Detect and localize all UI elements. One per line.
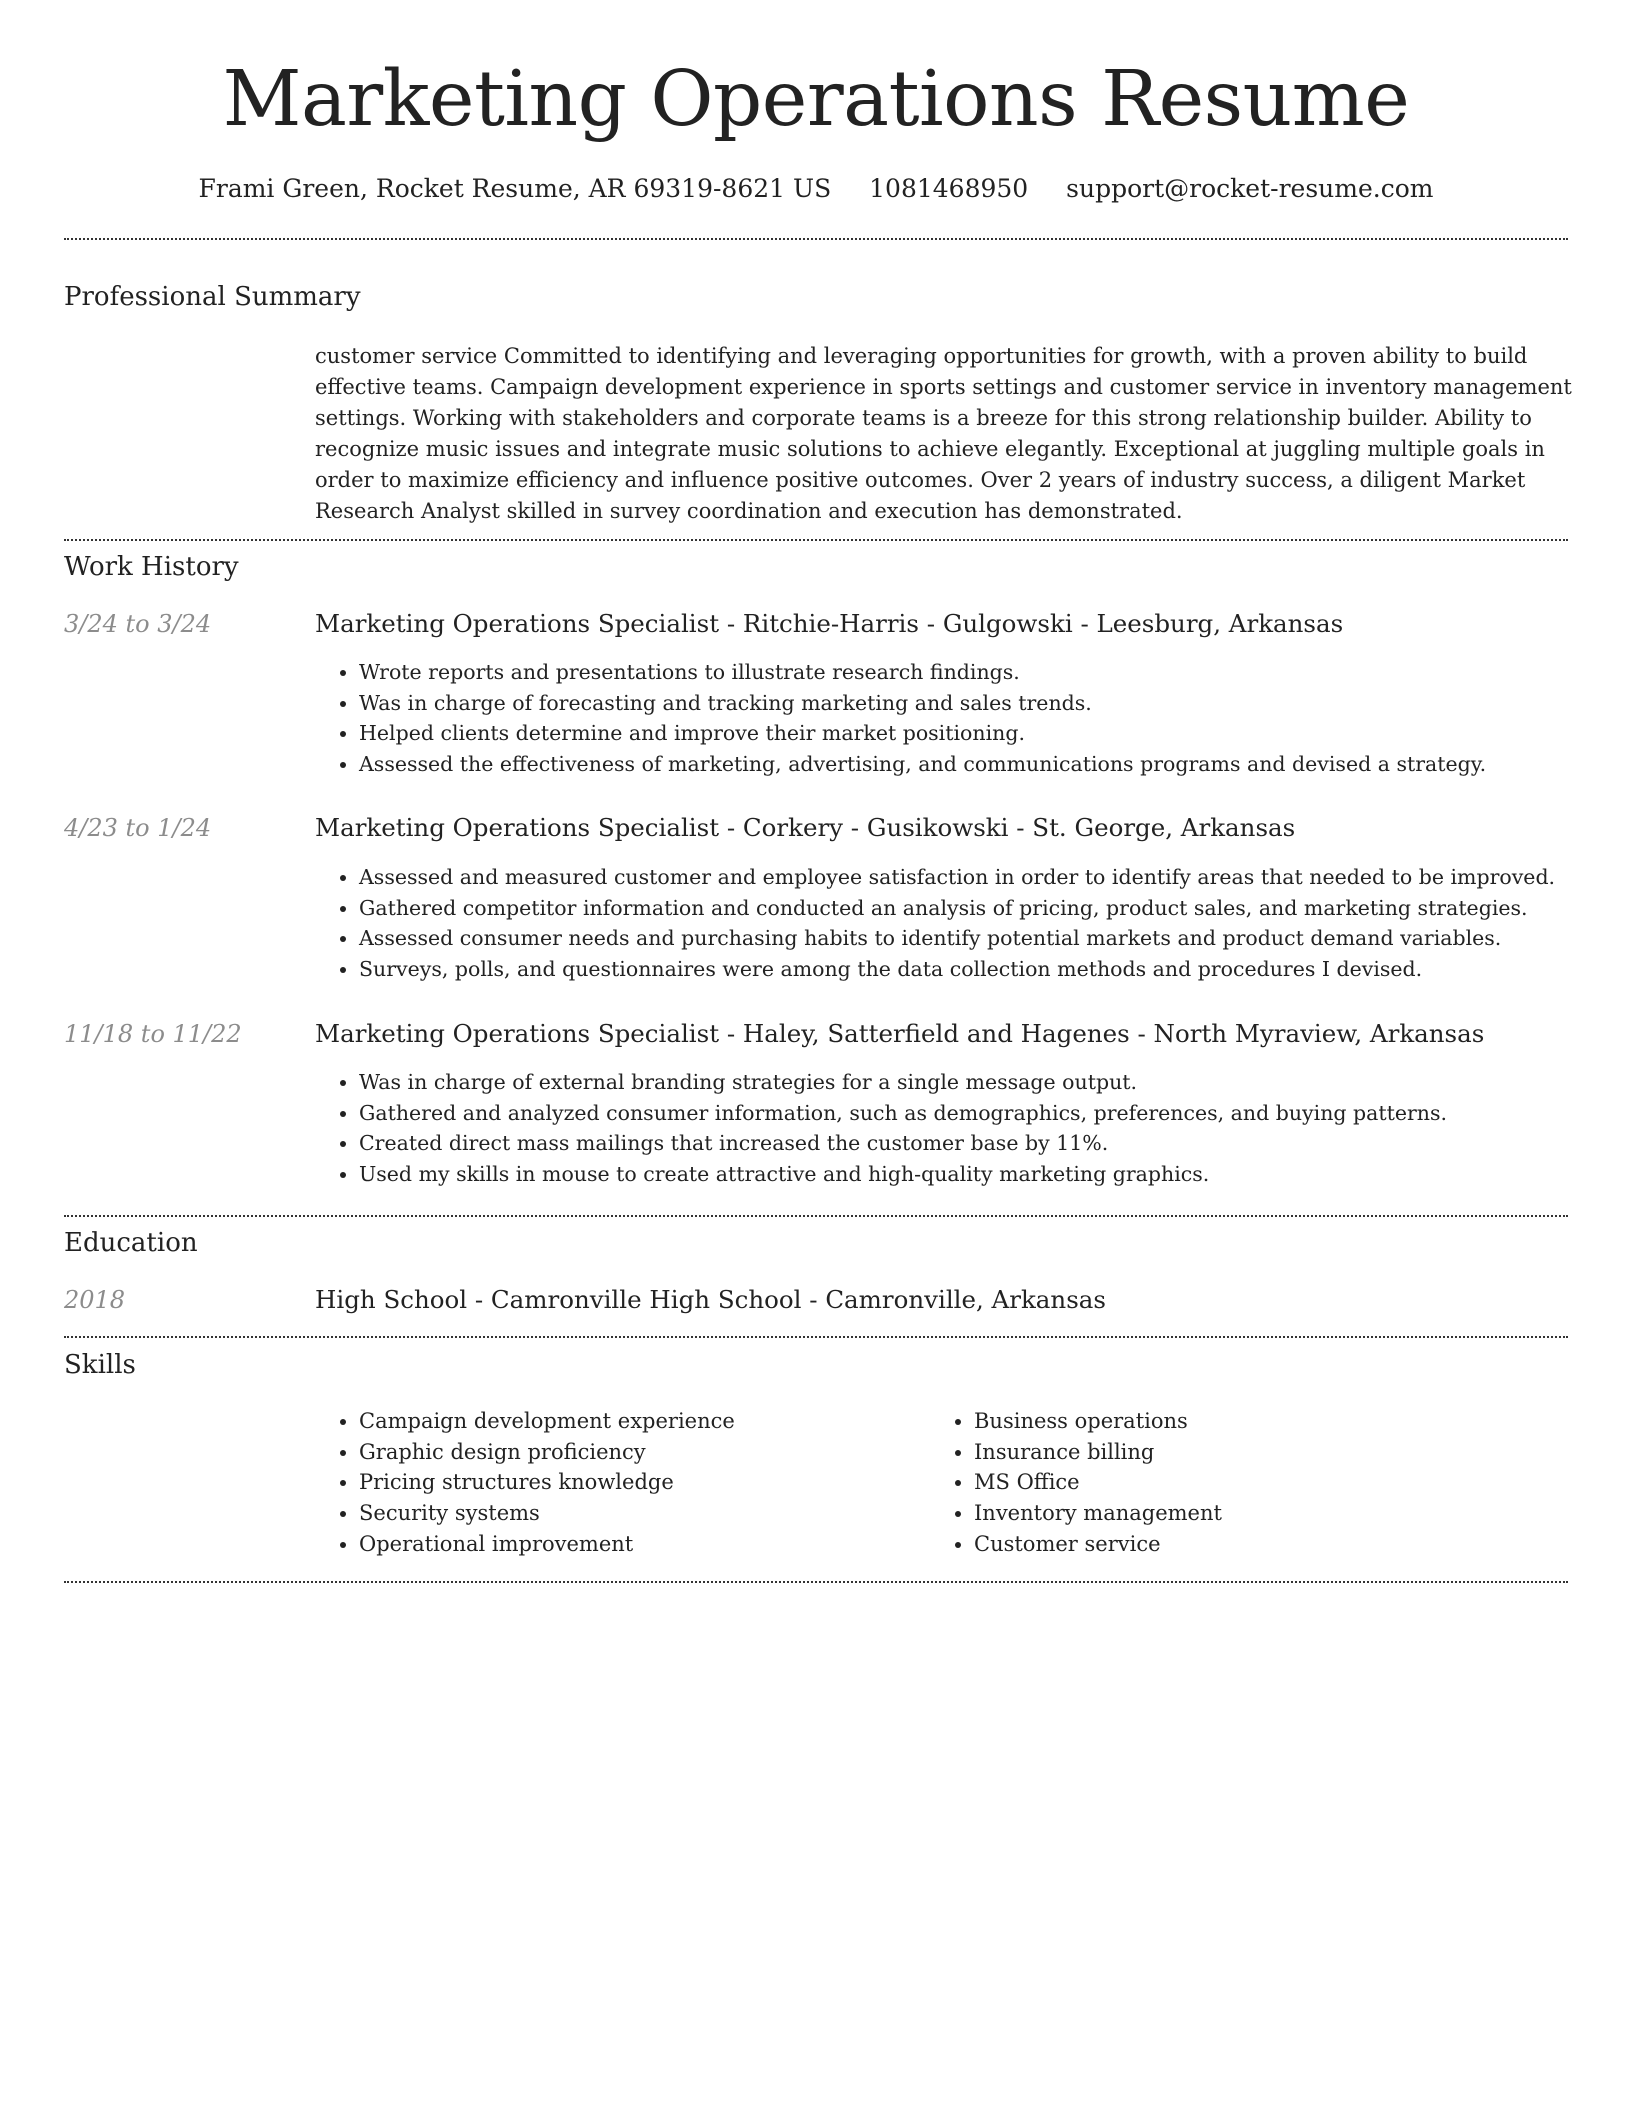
list-item: • Gathered competitor information and conducted an analysis of pricing, product sales, and marketing strategies. xyxy=(359,893,1569,924)
divider xyxy=(64,1581,1568,1583)
list-item: • Graphic design proficiency xyxy=(359,1437,919,1468)
job-bullets xyxy=(315,862,1569,985)
list-item: • Customer service xyxy=(974,1529,1534,1560)
job-bullets xyxy=(315,657,1569,780)
list-item: • Was in charge of forecasting and tracking marketing and sales trends. xyxy=(359,688,1569,719)
list-item: • Insurance billing xyxy=(974,1437,1534,1468)
resume-title: Marketing Operations Resume xyxy=(222,55,1410,144)
summary-text: customer service Committed to identifying and leveraging opportunities for growth, with a proven ability to build effective teams. Campaign development experience in sports settings and customer service in inventory management settings. Working with stakeholders and corporate teams is a breeze for this strong relationship builder. Ability to recognize music issues and integrate music solutions to achieve elegantly. Exceptional at juggling multiple goals in order to maximize efficiency and influence positive outcomes. Over 2 years of industry success, a diligent Market Research Analyst skilled in survey coordination and execution has demonstrated. xyxy=(315,344,1572,523)
divider xyxy=(64,238,1568,240)
job-dates: 3/24 to 3/24 xyxy=(64,610,212,638)
contact-address: Frami Green, Rocket Resume, AR 69319-8621 US xyxy=(198,174,832,203)
list-item: • Operational improvement xyxy=(359,1529,919,1560)
education-title: High School - Camronville High School - Camronville, Arkansas xyxy=(315,1285,1106,1314)
list-item: • Business operations xyxy=(974,1406,1534,1437)
section-heading-work-history: Work History xyxy=(64,552,239,582)
skills-list-right xyxy=(930,1406,1534,1560)
job-dates: 11/18 to 11/22 xyxy=(64,1020,242,1048)
divider xyxy=(64,539,1568,541)
section-heading-skills: Skills xyxy=(64,1350,136,1380)
job-title: Marketing Operations Specialist - Corkery - Gusikowski - St. George, Arkansas xyxy=(315,813,1296,842)
job-title: Marketing Operations Specialist - Ritchie-Harris - Gulgowski - Leesburg, Arkansas xyxy=(315,609,1344,638)
list-item: • Security systems xyxy=(359,1498,919,1529)
list-item: • Used my skills in mouse to create attractive and high-quality marketing graphics. xyxy=(359,1159,1569,1190)
list-item: • Created direct mass mailings that increased the customer base by 11%. xyxy=(359,1128,1569,1159)
list-item: • MS Office xyxy=(974,1467,1534,1498)
divider xyxy=(64,1215,1568,1217)
divider xyxy=(64,1336,1568,1338)
list-item: • Assessed and measured customer and employee satisfaction in order to identify areas that needed to be improved. xyxy=(359,862,1569,893)
list-item: • Inventory management xyxy=(974,1498,1534,1529)
list-item: • Pricing structures knowledge xyxy=(359,1467,919,1498)
list-item: • Assessed consumer needs and purchasing habits to identify potential markets and product demand variables. xyxy=(359,923,1569,954)
list-item: • Wrote reports and presentations to illustrate research findings. xyxy=(359,657,1569,688)
list-item: • Assessed the effectiveness of marketing, advertising, and communications programs and devised a strategy. xyxy=(359,749,1569,780)
job-dates: 4/23 to 1/24 xyxy=(64,814,212,842)
list-item: • Campaign development experience xyxy=(359,1406,919,1437)
contact-phone: 1081468950 xyxy=(869,174,1029,203)
contact-email: support@rocket-resume.com xyxy=(1066,174,1434,203)
education-year: 2018 xyxy=(64,1286,126,1314)
skills-list-left xyxy=(315,1406,919,1560)
list-item: • Surveys, polls, and questionnaires were among the data collection methods and procedures I devised. xyxy=(359,954,1569,985)
list-item: • Was in charge of external branding strategies for a single message output. xyxy=(359,1067,1569,1098)
contact-line xyxy=(0,172,1632,206)
list-item: • Helped clients determine and improve their market positioning. xyxy=(359,718,1569,749)
list-item: • Gathered and analyzed consumer information, such as demographics, preferences, and buying patterns. xyxy=(359,1098,1569,1129)
section-heading-education: Education xyxy=(64,1228,198,1258)
job-title: Marketing Operations Specialist - Haley, Satterfield and Hagenes - North Myraview, Arkansas xyxy=(315,1019,1485,1048)
section-heading-summary: Professional Summary xyxy=(64,282,361,312)
job-bullets xyxy=(315,1067,1569,1190)
